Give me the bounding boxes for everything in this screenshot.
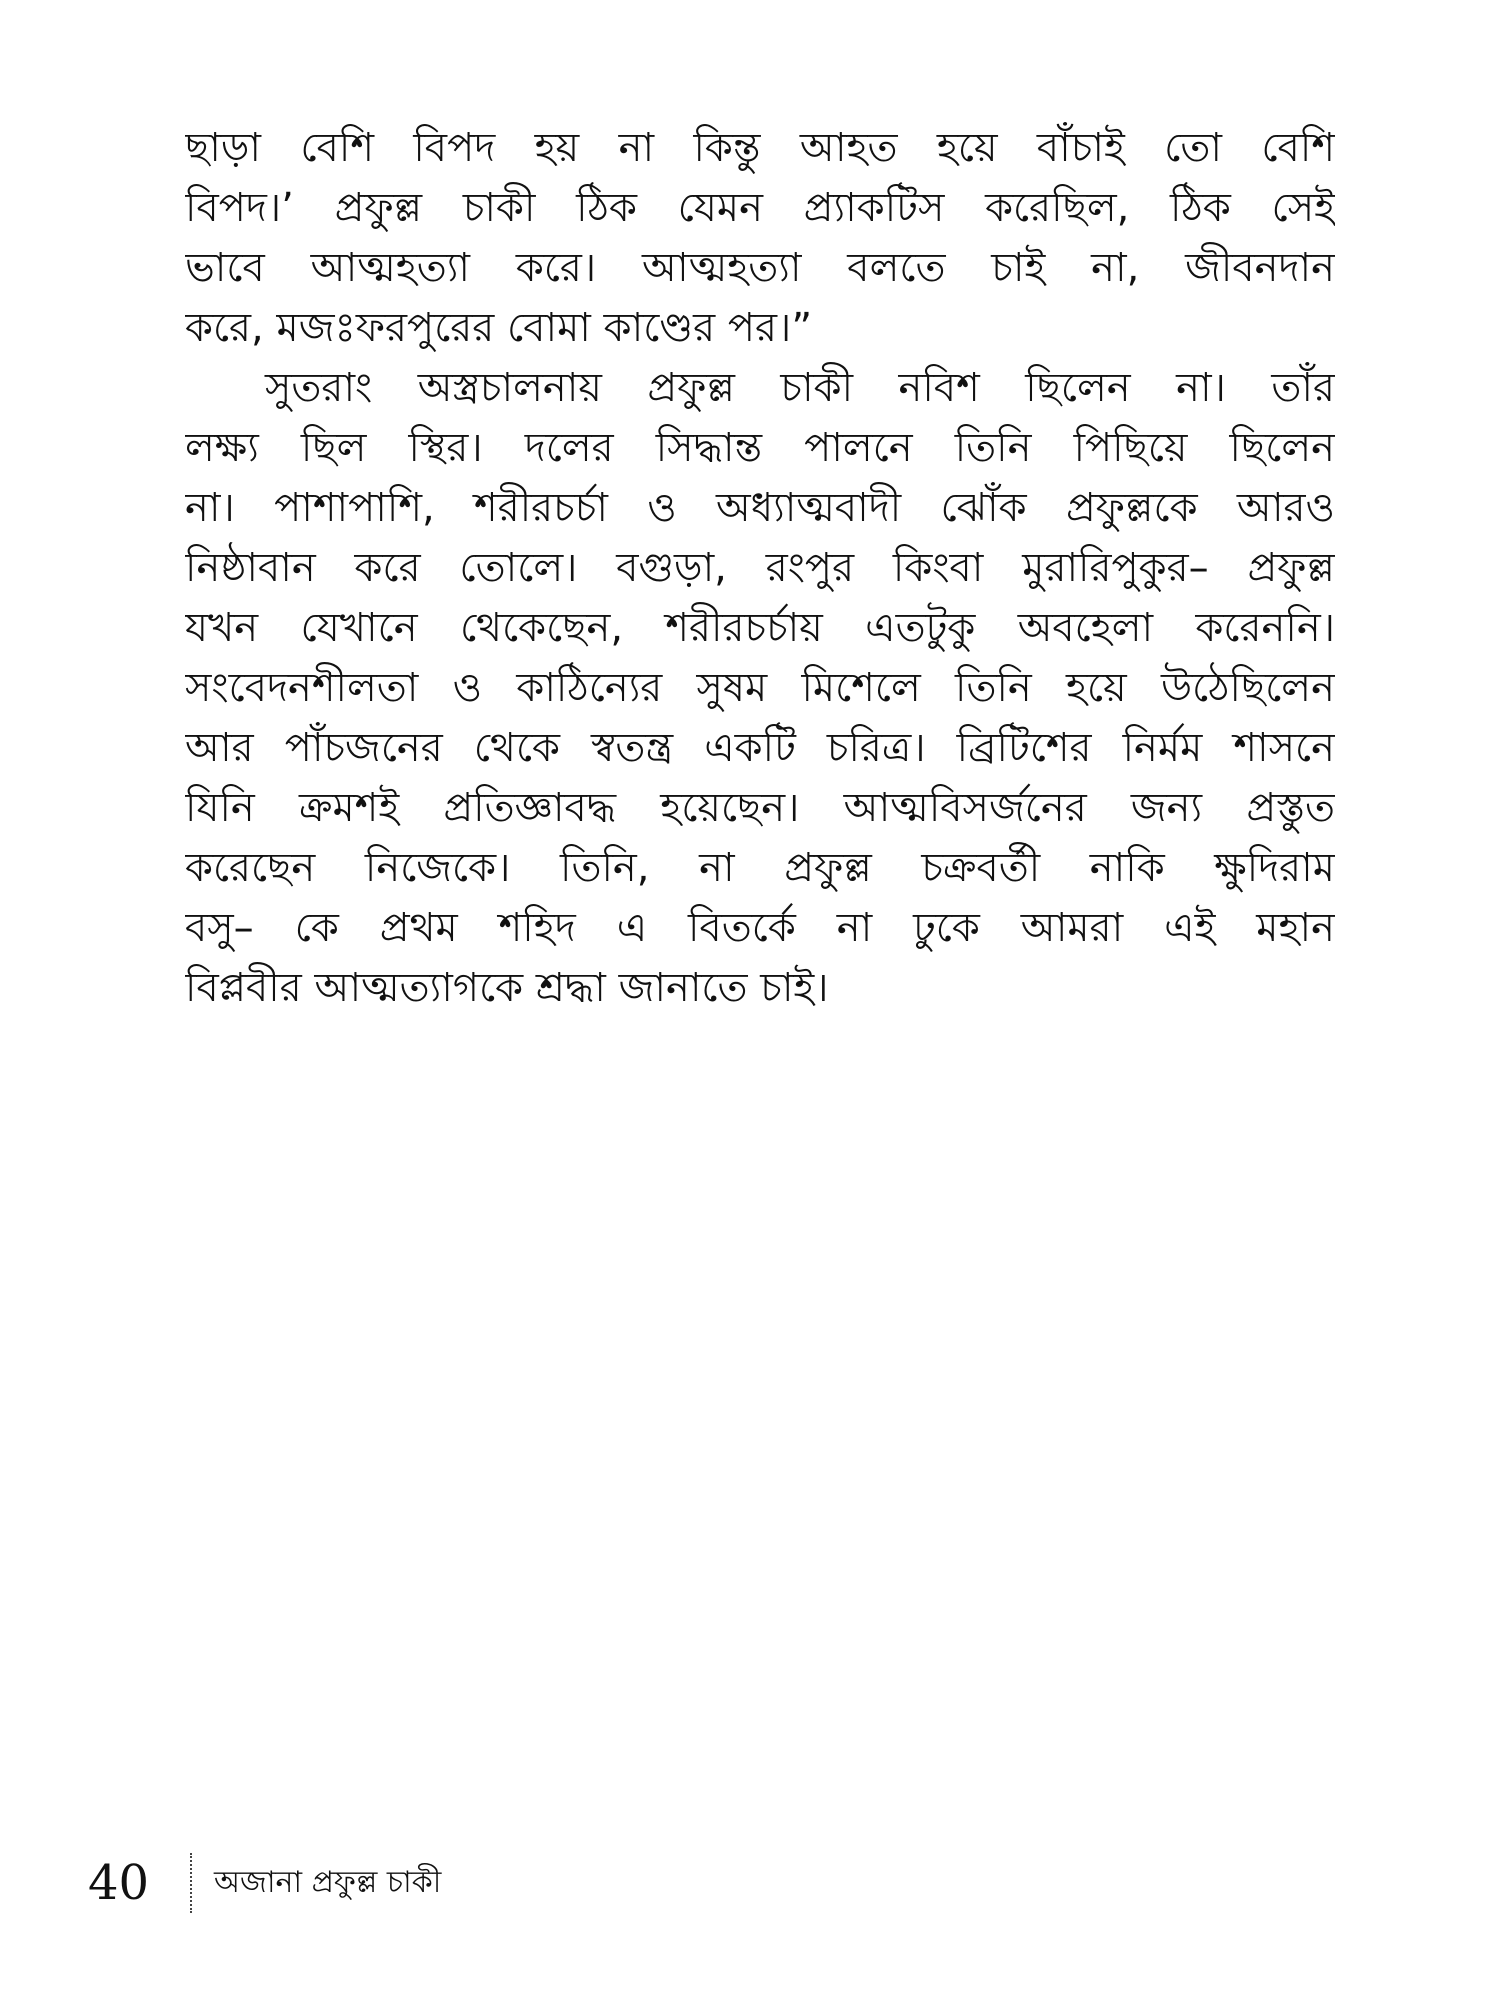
page-number: 40 — [88, 1855, 150, 1911]
text-line: করে, মজঃফরপুরের বোমা কাণ্ডের পর।” — [185, 305, 813, 351]
text-line: লক্ষ্য ছিল স্থির। দলের সিদ্ধান্ত পালনে তিনি পিছিয়ে ছিলেন — [185, 425, 1335, 471]
footer-divider — [190, 1853, 192, 1913]
body-text — [185, 118, 1335, 1018]
text-line: যখন যেখানে থেকেছেন, শরীরচর্চায় এতটুকু অবহেলা করেননি। — [185, 605, 1335, 651]
text-line: করেছেন নিজেকে। তিনি, না প্রফুল্ল চক্রবর্তী নাকি ক্ষুদিরাম — [185, 845, 1335, 891]
text-line: নিষ্ঠাবান করে তোলে। বগুড়া, রংপুর কিংবা মুরারিপুকুর– প্রফুল্ল — [185, 545, 1335, 591]
text-line: ভাবে আত্মহত্যা করে। আত্মহত্যা বলতে চাই না, জীবনদান — [185, 245, 1335, 291]
text-line: যিনি ক্রমশই প্রতিজ্ঞাবদ্ধ হয়েছেন। আত্মবিসর্জনের জন্য প্রস্তুত — [185, 785, 1335, 831]
text-line: বিপদ।’ প্রফুল্ল চাকী ঠিক যেমন প্র্যাকটিস করেছিল, ঠিক সেই — [185, 185, 1335, 231]
text-line: আর পাঁচজনের থেকে স্বতন্ত্র একটি চরিত্র। ব্রিটিশের নির্মম শাসনে — [185, 725, 1335, 771]
text-line: সংবেদনশীলতা ও কাঠিন্যের সুষম মিশেলে তিনি হয়ে উঠেছিলেন — [185, 665, 1335, 711]
text-line: ছাড়া বেশি বিপদ হয় না কিন্তু আহত হয়ে বাঁচাই তো বেশি — [185, 125, 1335, 171]
text-line: বসু– কে প্রথম শহিদ এ বিতর্কে না ঢুকে আমরা এই মহান — [185, 905, 1335, 951]
text-line: বিপ্লবীর আত্মত্যাগকে শ্রদ্ধা জানাতে চাই। — [185, 965, 829, 1011]
page-footer — [88, 1848, 441, 1918]
running-title: অজানা প্রফুল্ল চাকী — [214, 1864, 442, 1900]
text-line: না। পাশাপাশি, শরীরচর্চা ও অধ্যাত্মবাদী ঝোঁক প্রফুল্লকে আরও — [185, 485, 1335, 531]
text-line: সুতরাং অস্ত্রচালনায় প্রফুল্ল চাকী নবিশ ছিলেন না। তাঁর — [265, 365, 1335, 411]
